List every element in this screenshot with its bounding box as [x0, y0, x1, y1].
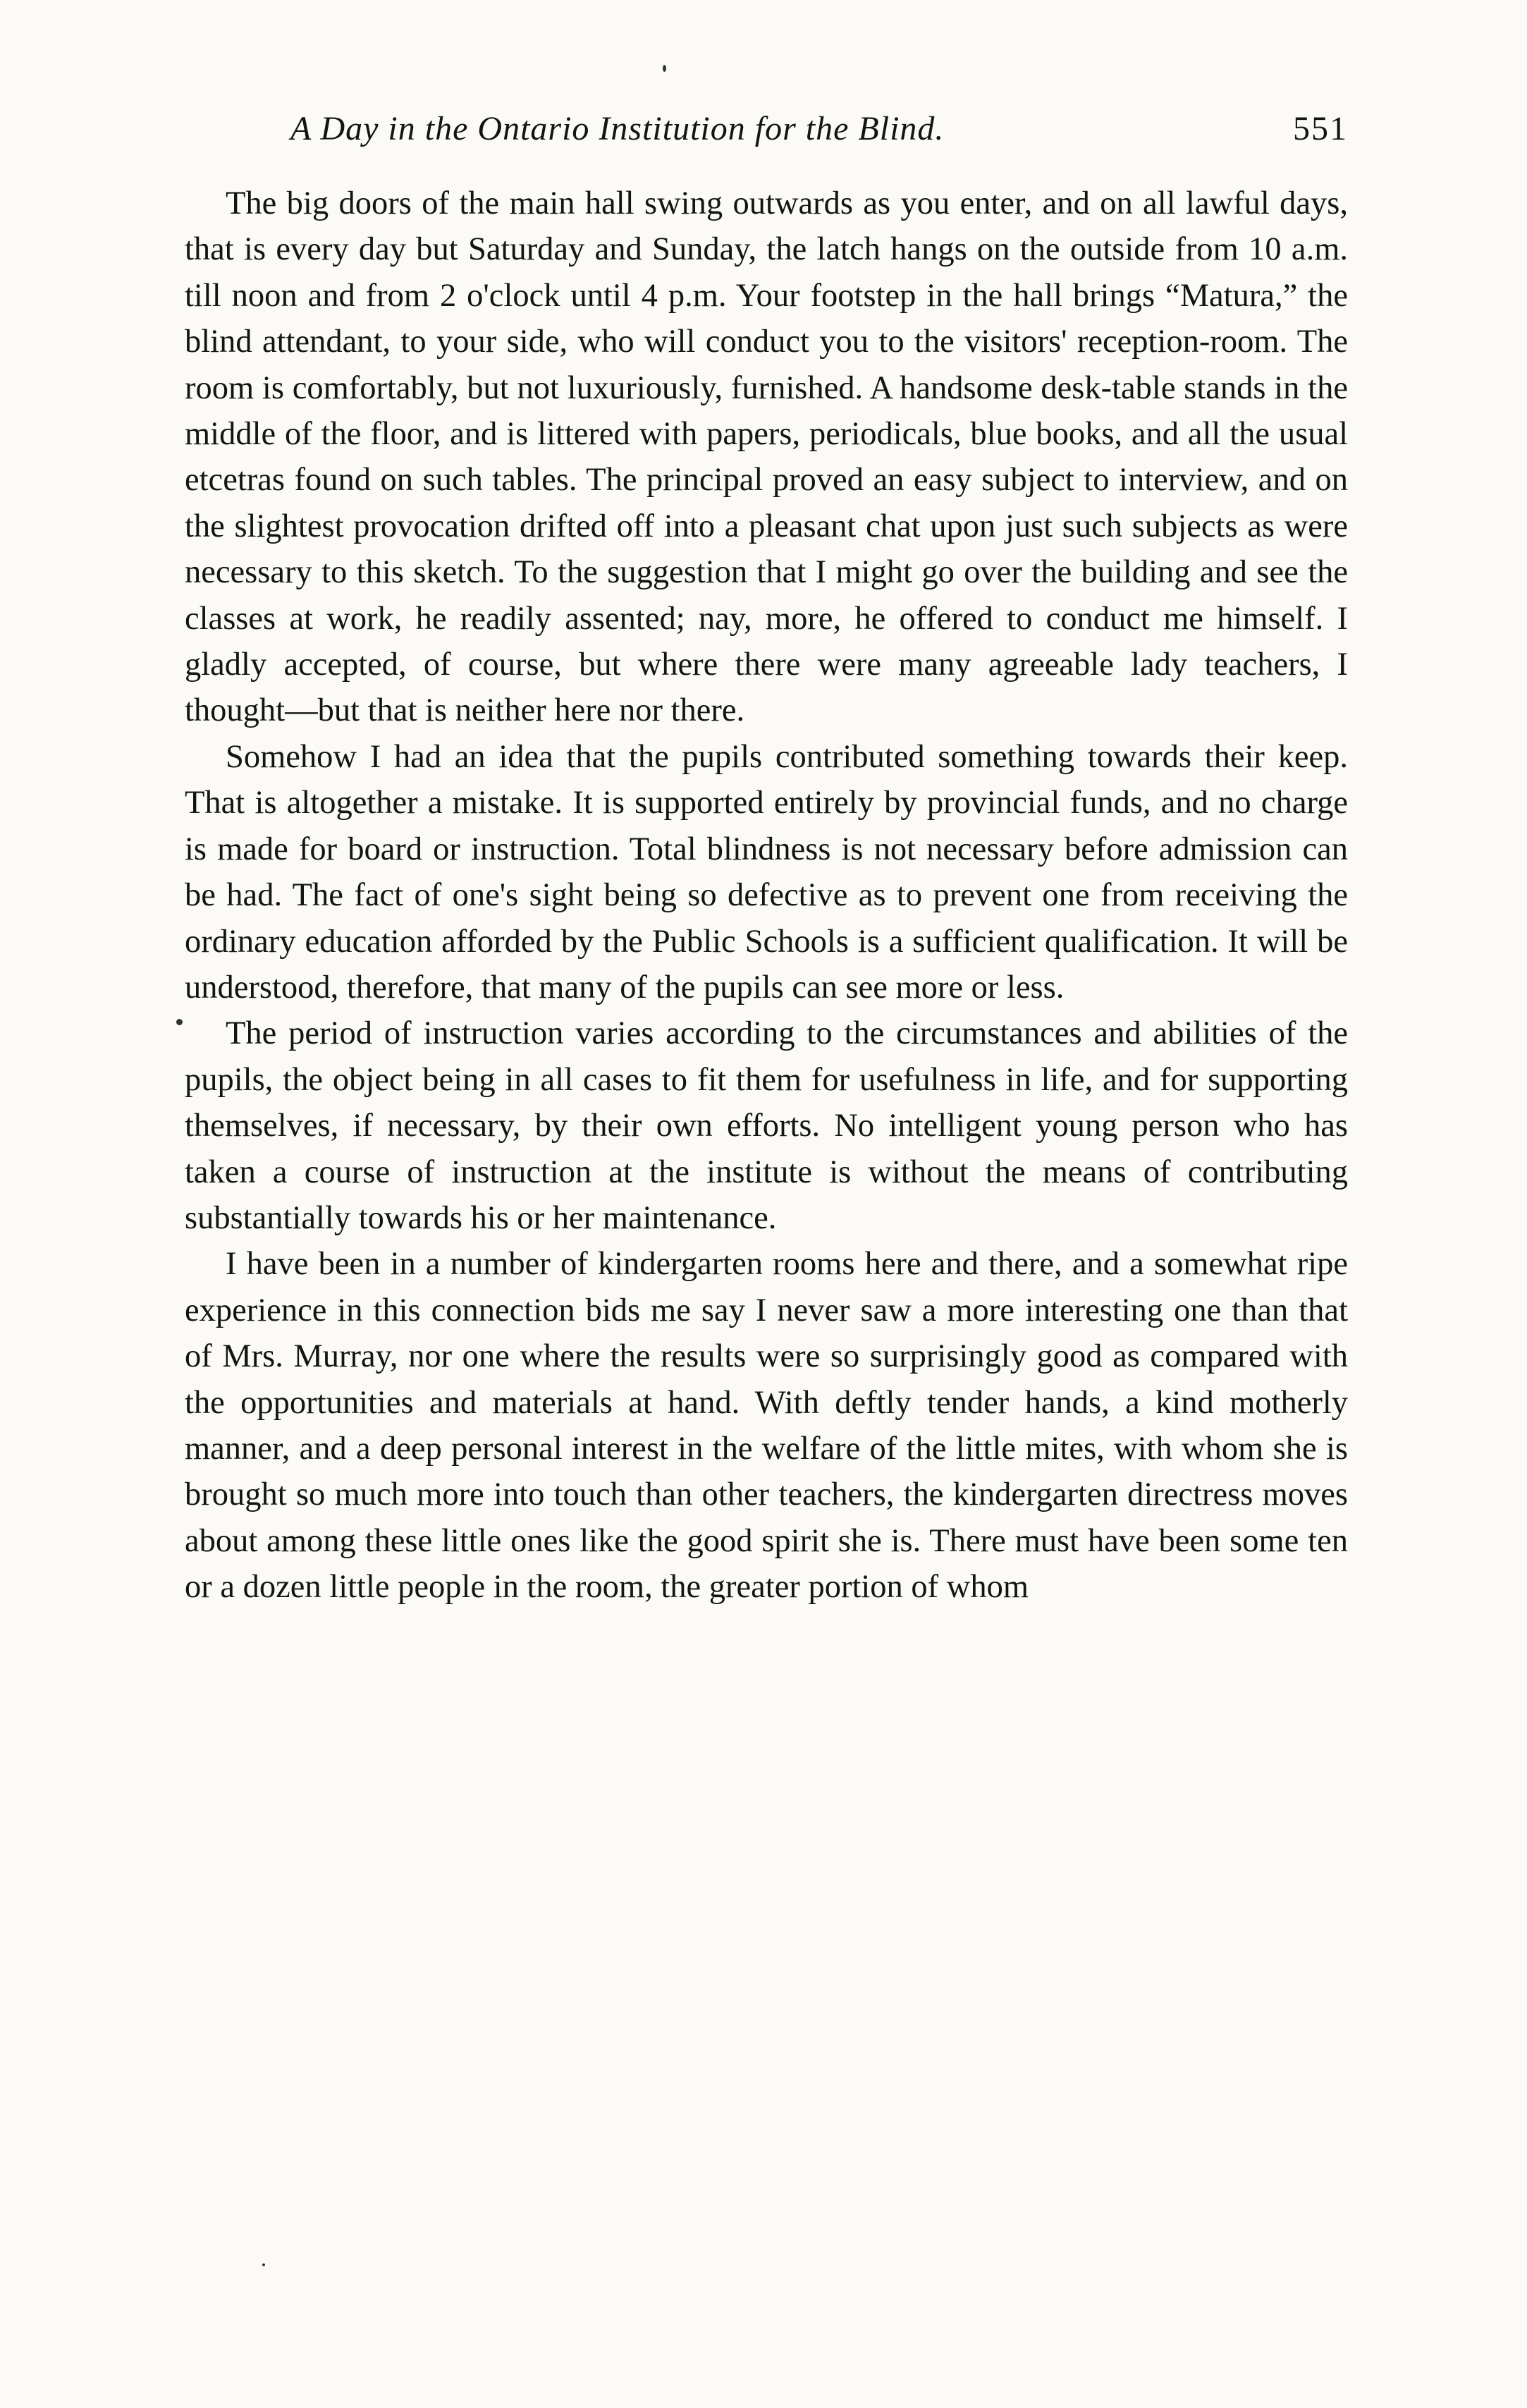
scan-speck: [663, 65, 666, 72]
scan-speck: [262, 2263, 265, 2266]
page-header: [185, 104, 1348, 154]
paragraph: The big doors of the main hall swing outwards as you enter, and on all lawful days, that is every day but Saturday and Sunday, the latch hangs on the outside from 10 a.m. till noon and from 2 o'clock until 4 p.m. Your footstep in the hall brings “Matura,” the blind attendant, to your side, who will conduct you to the visitors' reception-room. The room is comfortably, but not luxuriously, furnished. A handsome desk-table stands in the middle of the floor, and is littered with papers, periodicals, blue books, and all the usual etcetras found on such tables. The principal proved an easy subject to interview, and on the slightest provocation drifted off into a pleasant chat upon just such subjects as were necessary to this sketch. To the suggestion that I might go over the building and see the classes at work, he readily assented; nay, more, he offered to conduct me himself. I gladly accepted, of course, but where there were many agreeable lady teachers, I thought—but that is neither here nor there.: [185, 185, 1348, 729]
page-number: 551: [1293, 110, 1348, 147]
body-text: [185, 181, 1348, 1611]
paragraph: Somehow I had an idea that the pupils contributed something towards their keep. That is altogether a mistake. It is supported entirely by provincial funds, and no charge is made for board or instruction. Total blindness is not necessary before admission can be had. The fact of one's sight being so defective as to prevent one from receiving the ordinary education afforded by the Public Schools is a sufficient qualification. It will be understood, therefore, that many of the pupils can see more or less.: [185, 738, 1348, 1006]
running-title: A Day in the Ontario Institution for the Blind.: [290, 110, 945, 147]
paragraph: The period of instruction varies according to the circumstances and abilities of the pupils, the object being in all cases to fit them for usefulness in life, and for supporting themselves, if necessary, by their own efforts. No intelligent young person who has taken a course of instruction at the institute is without the means of contributing substantially towards his or her maintenance.: [185, 1015, 1348, 1236]
book-page: [185, 104, 1348, 1611]
paragraph: I have been in a number of kindergarten rooms here and there, and a somewhat ripe experience in this connection bids me say I never saw a more interesting one than that of Mrs. Murray, nor one where the results were so surprisingly good as compared with the opportunities and materials at hand. With deftly tender hands, a kind motherly manner, and a deep personal interest in the welfare of the little mites, with whom she is brought so much more into touch than other teachers, the kindergarten directress moves about among these little ones like the good spirit she is. There must have been some ten or a dozen little people in the room, the greater portion of whom: [185, 1246, 1348, 1606]
scan-speck: [176, 1019, 183, 1025]
